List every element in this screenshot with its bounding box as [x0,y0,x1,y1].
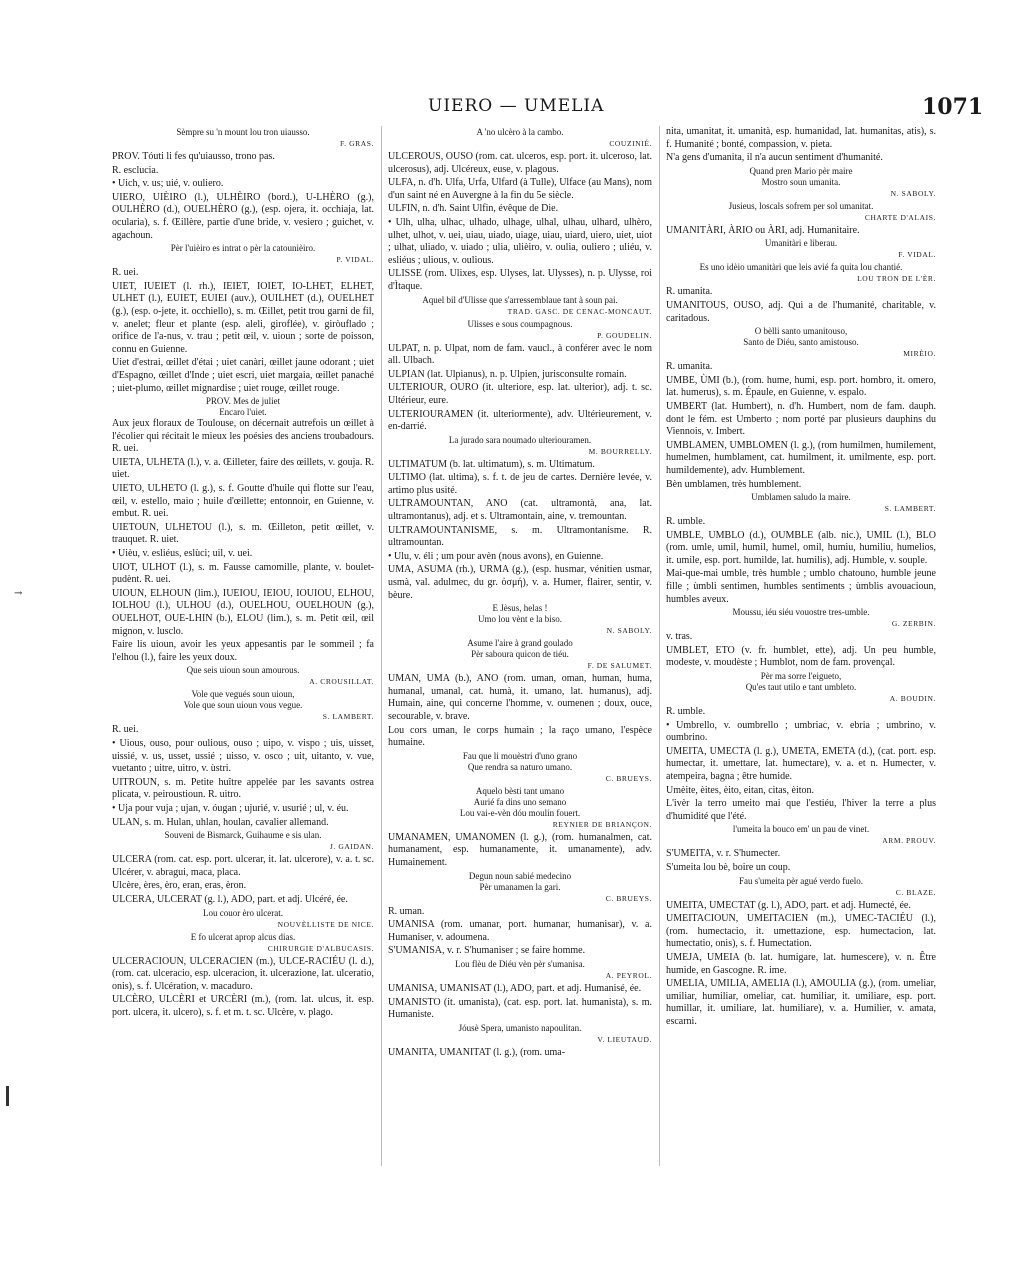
column-rule-right [659,126,660,1166]
quotation-line: Lou flèu de Diéu vèn pèr s'umanisa. [455,958,585,969]
entry-text: ULISSE (rom. Ulixes, esp. Ulyses, lat. Ulysses), n. p. Ulysse, roi d'Ìtaque. [388,268,652,292]
entry-text: R. umanita. [666,361,713,373]
quotation [666,201,936,223]
quotation-line: Umblamen saludo la maire. [751,492,851,503]
dictionary-entry [388,525,652,550]
entry-text: S'umeita lou bè, boire un coup. [666,861,791,873]
margin-mark [6,1086,9,1106]
quotation-line: Aurié fa dins uno semano [473,796,567,807]
entry-text: Lou cors uman, le corps humain ; la raço umano, l'espèce humaine. [388,724,652,749]
quotation-line: Qu'es taut utilo e tant umbleto. [745,682,857,693]
page-number: 1071 [922,94,984,120]
quotation [666,876,936,898]
quotation [388,603,652,636]
entry-text: UIOUN, ELHOUN (lim.), IUEIOU, IEIOU, IOUIOU, ELHOU, IOLHOU (l.), ULHOU (d.), OUELHOU, OUELHOUN (g.), OUELHOT, OUE-LHIN (b.), ELOU (lim.), s. m. Petit œil, œil mignon, v. lusclo. [112,587,374,637]
quotation-line: Pèr umanamen la gari. [479,881,561,892]
quotation-source: NOUVÈLLISTE DE NICE. [277,919,374,929]
text-column-3 [666,126,936,1166]
quotation [388,786,652,830]
dictionary-entry [388,409,652,434]
quotation [388,638,652,671]
entry-text: UMANITÀRI, ÀRIO ou ÀRI, adj. Humanitaire. [666,224,860,236]
dictionary-entry [388,472,652,497]
quotation-line: Santo de Diéu, santo amistouso. [743,337,859,348]
dictionary-entry [112,483,374,521]
dictionary-entry [112,994,374,1019]
quotation [388,319,652,341]
quotation [666,607,936,629]
dictionary-entry [112,854,374,879]
dictionary-entry [112,738,374,776]
dictionary-entry [112,281,374,357]
entry-text: UMEJA, UMEIA (b. lat. humigare, lat. humescere), v. n. Être humide, en Gascogne. R. ime. [666,951,936,976]
entry-text: UMANITA, UMANITAT (l. g.), (rom. uma- [388,1046,566,1058]
dictionary-entry [388,983,652,996]
quotation-line: Pèr l'uièiro es intrat o pèr la catounièiro. [170,243,316,254]
dictionary-entry [666,286,936,299]
quotation-source: CHIRURGIE D'ALBUCASIS. [267,943,374,953]
dictionary-entry [112,777,374,802]
entry-text: UMBLET, ETO (v. fr. humblet, ette), adj. Un peu humble, modeste, v. moudèste ; Humblot, nom de fam. provençal. [666,644,936,669]
entry-text: ULTERIOUR, OURO (it. ulteriore, esp. lat. ulterior), adj. t. sc. Ultérieur, eure. [388,382,652,406]
entry-text: ULPAT, n. p. Ulpat, nom de fam. vaucl., à conférer avec le nom all. Ulbach. [388,342,652,367]
dictionary-entry [388,217,652,267]
quotation-source: G. ZERBIN. [891,619,936,629]
dictionary-entry [666,645,936,670]
entry-text: • Umbrello, v. oumbrello ; umbriac, v. ebria ; umbrino, v. oumbrino. [666,719,936,744]
dictionary-entry [388,997,652,1022]
entry-text: ULFA, n. d'h. Ulfa, Urfa, Ulfard (à Tulle), Ulface (au Mans), nom d'un saint né en Auvergne à la fin du 5e siècle. [388,177,652,201]
entry-text: UMANAMEN, UMANOMEN (l. g.), (rom. humanalmen, cat. humanament, esp. humanamente, it. umanamente), adv. Humainement. [388,831,652,868]
quotation-line: Jusieus, loscals sofrem per sol umanitat. [728,200,874,211]
dictionary-entry [666,952,936,977]
dictionary-entry [666,516,936,529]
entry-text: ULTERIOURAMEN (it. ulteriormente), adv. Ultérieurement, v. en-darrié. [388,408,652,433]
quotation-source: CHARTE D'ALAIS. [864,212,936,222]
quotation-source: J. GAIDAN. [329,842,374,852]
quotation-line: Umo lou vènt e la biso. [478,614,562,625]
dictionary-entry [666,746,936,784]
quotation-line: Vole que soun uioun vous vegue. [183,700,303,711]
dictionary-entry [112,267,374,280]
entry-text: ULFIN, n. d'h. Saint Ulfin, évêque de Die. [388,203,559,215]
dictionary-entry [112,817,374,830]
quotation-line: Souveni de Bismarck, Guihaume e sis ulan. [164,830,322,841]
quotation [112,830,374,852]
quotation-source: F. DE SALUMET. [587,661,652,671]
dictionary-entry [666,785,936,798]
text-column-1 [112,126,374,1166]
entry-text: ULTIMO (lat. ultima), s. f. t. de jeu de cartes. Dernière levée, v. artimo plus usité. [388,472,652,496]
dictionary-entry [666,978,936,1028]
dictionary-entry [112,522,374,547]
entry-text: Aux jeux floraux de Toulouse, on décernait autrefois un œillet à l'écolier qui récitait le mieux les poésies des anciens troubadours. R. uei. [112,418,374,455]
entry-text: UIETO, ULHETO (l. g.), s. f. Goutte d'huile qui flotte sur l'eau, œil, v. estello, maio ; huile d'œillette; entonnoir, en Guienne, v. embut. R. uei. [112,483,374,520]
dictionary-entry [388,268,652,293]
dictionary-entry [388,369,652,382]
entry-text: ULTIMATUM (b. lat. ultimatum), s. m. Ultimatum. [388,458,595,470]
dictionary-entry [666,375,936,400]
quotation-line: Fau s'umeita pèr agué verdo fuelo. [738,875,864,886]
entry-text: • Uièu, v. esliéus, eslùci; uil, v. uei. [112,548,253,560]
dictionary-entry [666,530,936,568]
quotation-line: Asume l'aire à grand goulado [467,638,573,649]
quotation-source: MIRÈIO. [903,349,936,359]
quotation-line: Quand pren Mario pèr maire [749,165,853,176]
entry-text: ULCERACIOUN, ULCERACIEN (m.), ULCE-RACIÉU (l. d.), (rom. cat. ulceracio, esp. ulceracion, it. ulcerazione, lat. ulceratio, onis), s. f. Ulcération, v. macaduro. [112,955,374,992]
entry-text: UMBE, ÙMI (b.), (rom. hume, humi, esp. port. hombro, it. omero, lat. humerus), s. m. Épaule, en Guienne, v. espalo. [666,374,936,399]
dictionary-entry [112,151,374,164]
quotation-line: A 'no ulcèro à la cambo. [476,127,564,137]
quotation [112,396,374,418]
dictionary-entry [666,631,936,644]
quotation-line: Pèr ma sorre l'eigueto, [760,671,842,682]
entry-text: UMBLE, UMBLO (d.), OUMBLE (alb. nic.), UMIL (l.), BLO (rom. umle, umil, humil, humel, omil, humiu, humiliu, humelios, it. umile, esp. port. humilde, lat. humilis), adj. Humble, v. souple. [666,529,936,566]
entry-text: Faire lis uioun, avoir les yeux appesantis par le sommeil ; fa l'elhou (l.), faire les yeux doux. [112,639,374,663]
quotation-line: Vole que vegués soun uioun, [191,689,295,700]
dictionary-entry [388,725,652,750]
quotation-source: N. SABOLY. [606,626,652,636]
quotation [388,295,652,317]
quotation [112,908,374,930]
dictionary-entry [666,152,936,165]
dictionary-entry [388,564,652,602]
quotation [666,238,936,260]
entry-text: N'a gens d'umanita, il n'a aucun sentiment d'humanité. [666,152,883,164]
dictionary-entry [388,151,652,176]
quotation-source: A. BOUDIN. [889,694,936,704]
entry-text: Ulcère, ères, èro, eran, eras, èron. [112,880,247,892]
quotation-source: C. BRUEYS. [605,893,652,903]
quotation-line: Degun noun sabié medecino [468,870,572,881]
dictionary-entry [112,724,374,737]
dictionary-entry [666,361,936,374]
entry-text: R. uman. [388,905,425,917]
dictionary-entry [388,945,652,958]
quotation-line: Sèmpre su 'n mount lou tron uiausso. [176,127,310,137]
quotation-source: F. GRAS. [339,139,374,148]
entry-text: • Uich, v. us; uié, v. ouliero. [112,178,224,190]
quotation-line: Aquel bil d'Ulisse que s'arressemblaue tant à soun pai. [422,294,618,305]
quotation-line: Umanitàri e liberau. [764,238,838,249]
quotation-source: C. BLAZE. [895,887,936,897]
quotation-line: Encaro l'uiet. [219,407,267,418]
quotation-line: E Jèsus, helas ! [492,603,548,614]
entry-text: UMEITA, UMECTA (l. g.), UMETA, EMETA (d.), (cat. port. esp. humectar, it. umettare, lat. humectare), v. a. et n. Humecter, v. atempeira, bagna ; être humide. [666,745,936,782]
quotation [388,959,652,981]
dictionary-entry [388,832,652,870]
entry-text: UMANISTO (it. umanista), (cat. esp. port. lat. humanista), s. m. Humaniste. [388,996,652,1021]
entry-text: Umèite, èites, èito, eitan, citas, èiton. [666,784,815,796]
dictionary-entry [388,906,652,919]
entry-text: UIERO, UIÈIRO (l.), ULHÈIRO (bord.), U-LHÈRO (g.), OULHÈRO (d.), OUELHÈRO (g.), (esp. ojera, it. occhiaja, lat. ocularia), s. f. Œillère, partie d'une bride, v. vesiero ; guichet, v. agachoun. [112,191,374,241]
dictionary-entry [666,300,936,325]
entry-text: ULAN, s. m. Hulan, uhlan, houlan, cavalier allemand. [112,816,329,828]
entry-text: PROV. Tóuti li fes qu'uiausso, trono pas. [112,151,275,162]
quotation [388,435,652,457]
entry-text: Uiet d'estrai, œillet d'étai ; uiet canàri, œillet jaune odorant ; uiet d'Espagno, œillet d'Inde ; uiet escri, uiet margaia, œillet panaché ; uiet-plumo, œillet mignardise ; uiet rouge, œillet rouge. [112,357,374,394]
dictionary-entry [112,562,374,587]
quotation [388,1023,652,1045]
quotation [666,824,936,846]
entry-text: S'UMANISA, v. r. S'humaniser ; se faire homme. [388,945,586,957]
dictionary-entry [388,1047,652,1060]
quotation-source: S. LAMBERT. [322,712,374,722]
entry-text: UMANISA, UMANISAT (l.), ADO, part. et adj. Humanisé, ée. [388,982,642,994]
dictionary-entry [666,862,936,875]
quotation [666,326,936,359]
dictionary-entry [112,880,374,893]
quotation [112,243,374,265]
entry-text: UMELIA, UMILIA, AMELIA (l.), AMOULIA (g.), (rom. umeliar, umiliar, humiliar, omeliar, cat. humiliar, it. umiliare, esp. port. humillar, it. umiliare, lat. humiliare), v. a. Humilier, v. amata, escarni. [666,978,936,1027]
entry-text: R. umble. [666,706,706,718]
dictionary-entry [112,548,374,561]
quotation-line: Es uno idèio umanitàri que leis avié fa quita lou chantié. [699,262,903,273]
quotation-source: M. BOURRELLY. [588,446,652,456]
entry-text: Bèn umblamen, très humblement. [666,478,802,490]
quotation [666,671,936,704]
quotation-line: l'umeita la bouco em' un pau de vinet. [732,824,870,835]
dictionary-entry [666,401,936,439]
dictionary-entry [388,382,652,407]
quotation-source: P. GOUDELIN. [597,330,652,340]
quotation [112,127,374,149]
entry-text: ULCERA (rom. cat. esp. port. ulcerar, it. lat. ulcerore), v. a. t. sc. Ulcérer, v. abragui, maca, placa. [112,854,374,878]
dictionary-entry [388,203,652,216]
quotation-line: Mostro soun umanita. [761,176,841,187]
quotation-line: Aquelo bèsti tant umano [475,785,565,796]
entry-text: nita, umanitat, it. umanità, esp. humanidad, lat. humanitas, atis), s. f. Humanité ; bonté, compassion, v. pieta. [666,126,936,150]
quotation-line: PROV. Mes de juliet [205,396,281,407]
quotation-source: F. VIDAL. [898,250,936,260]
quotation [388,751,652,784]
quotation-source: N. SABOLY. [890,188,936,198]
entry-text: UIETOUN, ULHETOU (l.), s. m. Œilleton, petit œillet, v. trauquet. R. uiet. [112,521,374,546]
entry-text: S'UMEITA, v. r. S'humecter. [666,848,781,860]
entry-text: UMANITOUS, OUSO, adj. Qui a de l'humanité, charitable, v. caritadous. [666,299,936,324]
entry-text: UITROUN, s. m. Petite huître appelée par les savants ostrea plicata, v. peiroustioun. R. uitro. [112,776,374,801]
quotation-source: LOU TRON DE L'ÈR. [857,274,936,284]
entry-text: R. uei. [112,267,139,279]
quotation-line: Jóusè Spera, umanisto napoulitan. [458,1022,582,1033]
quotation-source: ARM. PROUV. [882,836,936,846]
entry-text: R. umanita. [666,286,713,298]
dictionary-entry [666,913,936,951]
entry-text: ULCERA, ULCERAT (g. l.), ADO, part. et adj. Ulcéré, ée. [112,893,348,905]
quotation-line: La jurado sara noumado ulteriouramen. [448,434,592,445]
quotation-source: P. VIDAL. [336,255,374,265]
entry-text: L'ivèr la terro umeito mai que l'estiéu, l'hiver la terre a plus d'humidité que l'été. [666,798,936,822]
quotation-line: Pèr saboura quicon de tiéu. [471,649,569,660]
dictionary-entry [666,225,936,238]
quotation-source: S. LAMBERT. [884,504,936,514]
quotation-line: Lou couor èro ulcerat. [203,907,283,918]
entry-text: UMEITA, UMECTAT (g. l.), ADO, part. et adj. Humecté, ée. [666,899,911,911]
quotation-line: E fo ulcerat aprop alcus dias. [190,931,296,942]
entry-text: UIOT, ULHOT (l.), s. m. Fausse camomille, plante, v. boulet-pudènt. R. uei. [112,561,374,586]
dictionary-entry [112,165,374,178]
quotation-source: COUZINIÉ. [609,139,652,148]
entry-text: ULCÈRO, ULCÈRI et URCÈRI (m.), (rom. lat. ulcus, it. esp. port. ulcera, it. ulcero), s. f. et m. t. sc. Ulcère, v. plago. [112,994,374,1018]
dictionary-entry [388,343,652,368]
dictionary-entry [666,440,936,478]
dictionary-entry [388,498,652,523]
quotation [666,262,936,284]
entry-text: ULCEROUS, OUSO (rom. cat. ulceros, esp. port. it. ulceroso, lat. ulcerosus), adj. Ulcéreux, euse, v. plagous. [388,151,652,175]
quotation-line: Fau que li mouèstri d'uno grano [462,750,578,761]
entry-text: UMBERT (lat. Humbert), n. d'h. Humbert, nom de fam. dauph. dont le fém. est Umberto ; nom porté par plusieurs dauphins du Viennois, v. Imbert. [666,400,936,438]
dictionary-entry [112,418,374,456]
quotation-line: Que rendra sa naturo umano. [467,761,573,772]
running-title: UIERO — UMELIA [428,96,605,116]
dictionary-entry [666,720,936,745]
entry-text: Mai-que-mai umble, très humble ; umblo chatouno, humble jeune fille ; ùmbli sentimen, humbles sentiments ; ùmblis avouacioun, humbles aveux. [666,568,936,605]
quotation [388,871,652,904]
dictionary-entry [112,178,374,191]
quotation-line: Que seis uioun soun amourous. [186,665,300,676]
dictionary-entry [388,459,652,472]
text-column-2 [388,126,652,1166]
entry-text: UMBLAMEN, UMBLOMEN (l. g.), (rom humilmen, humilement, humelmen, humblament, cat. humilment, it. umilmente, esp. port. humildemente), adv. Humblement. [666,439,936,476]
quotation [666,166,936,199]
dictionary-entry [112,588,374,638]
dictionary-entry [666,900,936,913]
entry-text: • Uja pour vuja ; ujan, v. óugan ; ujurié, v. usurié ; ul, v. éu. [112,802,349,814]
dictionary-entry [388,551,652,564]
entry-text: v. tras. [666,631,693,643]
quotation-line: Ulisses e sous coumpagnous. [467,318,573,329]
entry-text: UMEITACIOUN, UMEITACIEN (m.), UMEC-TACIÉU (l.), (rom. humectacio, it. umettazione, esp. humectacion, lat. humectatio, onis), s. f. Humectation. [666,913,936,950]
quotation-source: REYNIER DE BRIANÇON. [552,819,652,829]
dictionary-entry [112,894,374,907]
entry-text: UMANISA (rom. umanar, port. humanar, humanisar), v. a. Humaniser, v. adoumena. [388,919,652,943]
entry-text: • Ulu, v. éli ; um pour avèn (nous avons), en Guienne. [388,550,604,562]
dictionary-entry [112,803,374,816]
dictionary-entry [112,639,374,664]
dictionary-entry [112,192,374,242]
quotation-line: O bèlli santo umanitouso, [754,326,848,337]
quotation-source: TRAD. GASC. DE CENAC-MONCAUT. [507,306,652,316]
dictionary-entry [666,479,936,492]
dictionary-entry [112,457,374,482]
dictionary-entry [112,956,374,994]
dictionary-entry [666,706,936,719]
quotation-source: C. BRUEYS. [605,773,652,783]
entry-text: R. uei. [112,724,139,736]
dictionary-entry [388,919,652,944]
quotation [112,932,374,954]
quotation-line: Lou vai-e-vèn dóu moulin fouert. [459,807,581,818]
quotation [388,127,652,149]
entry-text: ULTRAMOUNTAN, ANO (cat. ultramontà, ana, lat. ultramontanus), adj. et s. Ultramontain, aine, v. tremountan. [388,498,652,523]
quotation [666,492,936,514]
dictionary-entry [666,798,936,823]
entry-text: ULPIAN (lat. Ulpianus), n. p. Ulpien, jurisconsulte romain. [388,368,627,380]
page-header [0,96,1024,126]
dictionary-entry [388,177,652,202]
quotation-source: V. LIEUTAUD. [597,1034,652,1044]
column-rule-left [381,126,382,1166]
entry-text: UIET, IUEIET (l. rh.), IEIET, IOIET, IO-LHET, ELHET, ULHET (l.), EUIET, EUIEI (auv.), OUILHET (d.), OUELHET (g.), (esp. o-jete, it. occhiello), s. m. Œillet, petit trou garni de fil, v. anelet; fleur et plante (esp. aleli, giroflée), v. giròuflado ; orifice de l'a-nus, v. trau ; petit œil, v. uioun ; sorte de poisson, connu en Guienne. [112,280,374,355]
quotation-source: A. PEYROL. [605,970,652,980]
quotation [112,665,374,687]
entry-text: • Ulh, ulha, ulhac, ulhado, ulhage, ulhal, ulhau, ulhard, ulhèro, ulhet, ulhot, v. uei, uiau, uiado, uiage, uiau, uiard, uiero, uiet, uiot ; ulhat, uliado, v. uiado ; ulia, ulièiro, v. oulia, ouliero ; uliéu, v. esliéus ; ulious, v. oulious. [388,216,652,266]
entry-text: • Uious, ouso, pour oulious, ouso ; uipo, v. vispo ; uis, uisset, uissié, v. us, usset, ussié ; uisso, v. osco ; uit, uitanto, v. vue, vuetanto ; uitre, uitro, v. ùstri. [112,737,374,775]
dictionary-entry [666,848,936,861]
entry-text: ULTRAMOUNTANISME, s. m. Ultramontanisme. R. ultramountan. [388,524,652,549]
dictionary-entry [112,357,374,395]
entry-text: R. esclucia. [112,164,159,176]
dictionary-entry [666,568,936,606]
margin-tick: → [14,588,23,599]
quotation-line: Moussu, iéu siéu vouostre tres-umble. [732,607,870,618]
dictionary-entry [388,673,652,723]
dictionary-entry [666,126,936,151]
entry-text: R. umble. [666,516,706,528]
entry-text: UMA, ASUMA (rh.), URMA (g.), (esp. husmar, vénitien usmar, usmà, val. adulmec, du gr. ὀσμή), v. a. Humer, flairer, sentir, v. bèure. [388,564,652,601]
entry-text: UIETA, ULHETA (l.), v. a. Œilleter, faire des œillets, v. gouja. R. uiet. [112,456,374,481]
entry-text: UMAN, UMA (b.), ANO (rom. uman, oman, human, huma, humanal, umanal, cat. humà, it. umano, lat. humanus), adj. Humain, aine, qui concerne l'homme, v. oumenen ; doux, ouce, secourable, v. brave. [388,673,652,722]
quotation-source: A. CROUSILLAT. [309,677,374,687]
quotation [112,689,374,722]
